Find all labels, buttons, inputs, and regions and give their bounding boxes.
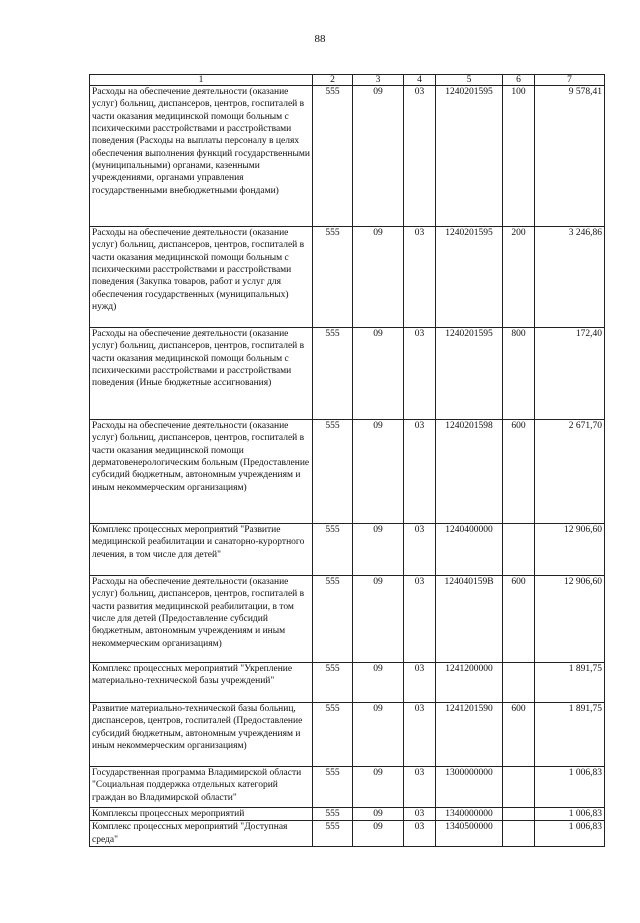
ministry-code: 555	[313, 576, 353, 663]
target-code: 1240201595	[436, 227, 503, 328]
table-row	[90, 663, 605, 703]
subsection-code: 03	[404, 821, 436, 847]
subsection-code: 03	[404, 703, 436, 767]
col-header: 1	[90, 75, 313, 86]
subsection-code: 03	[404, 663, 436, 703]
section-code: 09	[353, 524, 404, 576]
section-code: 09	[353, 821, 404, 847]
amount: 3 246,86	[535, 227, 605, 328]
subsection-code: 03	[404, 524, 436, 576]
expense-type: 800	[503, 328, 535, 420]
section-code: 09	[353, 227, 404, 328]
section-code: 09	[353, 703, 404, 767]
row-name: Комплекс процессных мероприятий "Укрепление материально-технической базы учреждений"	[90, 663, 313, 703]
section-code: 09	[353, 663, 404, 703]
expense-type	[503, 524, 535, 576]
ministry-code: 555	[313, 420, 353, 524]
amount: 1 891,75	[535, 703, 605, 767]
section-code: 09	[353, 576, 404, 663]
ministry-code: 555	[313, 86, 353, 227]
col-header: 6	[503, 75, 535, 86]
table-row	[90, 328, 605, 420]
amount: 1 006,83	[535, 821, 605, 847]
col-header: 4	[404, 75, 436, 86]
section-code: 09	[353, 86, 404, 227]
section-code: 09	[353, 767, 404, 808]
expense-type	[503, 767, 535, 808]
row-name: Расходы на обеспечение деятельности (оказание услуг) больниц, диспансеров, центров, госпиталей в части оказания медицинской помощи больным с психическими расстройствами и расстройствами поведения (Иные бюджетные ассигнования)	[90, 328, 313, 420]
row-name: Комплекс процессных мероприятий "Развитие медицинской реабилитации и санаторно-курортного лечения, в том числе для детей"	[90, 524, 313, 576]
target-code: 1240400000	[436, 524, 503, 576]
row-name: Комплекс процессных мероприятий "Доступная среда"	[90, 821, 313, 847]
row-name: Развитие материально-технической базы больниц, диспансеров, центров, госпиталей (Предоставление субсидий бюджетным, автономным учреждениям и иным некоммерческим организациям)	[90, 703, 313, 767]
target-code: 1240201598	[436, 420, 503, 524]
ministry-code: 555	[313, 703, 353, 767]
ministry-code: 555	[313, 328, 353, 420]
header-row	[90, 75, 605, 86]
subsection-code: 03	[404, 420, 436, 524]
target-code: 1300000000	[436, 767, 503, 808]
amount: 172,40	[535, 328, 605, 420]
subsection-code: 03	[404, 576, 436, 663]
section-code: 09	[353, 808, 404, 821]
expense-type: 200	[503, 227, 535, 328]
target-code: 124040159В	[436, 576, 503, 663]
subsection-code: 03	[404, 767, 436, 808]
col-header: 5	[436, 75, 503, 86]
amount: 12 906,60	[535, 576, 605, 663]
row-name: Расходы на обеспечение деятельности (оказание услуг) больниц, диспансеров, центров, госпиталей в части оказания медицинской помощи дерматовенерологическим больным (Предоставление субсидий бюджетным, автономным учреждениям и иным некоммерческим организациям)	[90, 420, 313, 524]
ministry-code: 555	[313, 821, 353, 847]
table-row	[90, 524, 605, 576]
target-code: 1241200000	[436, 663, 503, 703]
subsection-code: 03	[404, 227, 436, 328]
table-row	[90, 576, 605, 663]
expense-type: 600	[503, 420, 535, 524]
amount: 1 006,83	[535, 808, 605, 821]
amount: 2 671,70	[535, 420, 605, 524]
budget-table	[89, 74, 605, 847]
target-code: 1340000000	[436, 808, 503, 821]
expense-type: 100	[503, 86, 535, 227]
row-name: Комплексы процессных мероприятий	[90, 808, 313, 821]
ministry-code: 555	[313, 767, 353, 808]
row-name: Государственная программа Владимирской области "Социальная поддержка отдельных категорий граждан во Владимирской области"	[90, 767, 313, 808]
page-number: 88	[314, 33, 326, 45]
row-name: Расходы на обеспечение деятельности (оказание услуг) больниц, диспансеров, центров, госпиталей в части оказания медицинской помощи больным с психическими расстройствами и расстройствами поведения (Расходы на выплаты персоналу в целях обеспечения выполнения функций государственными (муниципальными) органами, казенными учреждениями, органами управления государственными внебюджетными фондами)	[90, 86, 313, 227]
ministry-code: 555	[313, 808, 353, 821]
col-header: 3	[353, 75, 404, 86]
target-code: 1340500000	[436, 821, 503, 847]
expense-type	[503, 821, 535, 847]
ministry-code: 555	[313, 227, 353, 328]
section-code: 09	[353, 328, 404, 420]
amount: 1 006,83	[535, 767, 605, 808]
table-row	[90, 227, 605, 328]
table-row	[90, 420, 605, 524]
table-row	[90, 86, 605, 227]
amount: 9 578,41	[535, 86, 605, 227]
expense-type	[503, 663, 535, 703]
target-code: 1241201590	[436, 703, 503, 767]
row-name: Расходы на обеспечение деятельности (оказание услуг) больниц, диспансеров, центров, госпиталей в части развития медицинской реабилитации, в том числе для детей (Предоставление субсидий бюджетным, автономным учреждениям и иным некоммерческим организациям)	[90, 576, 313, 663]
col-header: 2	[313, 75, 353, 86]
amount: 1 891,75	[535, 663, 605, 703]
amount: 12 906,60	[535, 524, 605, 576]
col-header: 7	[535, 75, 605, 86]
table-row	[90, 703, 605, 767]
expense-type: 600	[503, 703, 535, 767]
ministry-code: 555	[313, 524, 353, 576]
table-row	[90, 808, 605, 821]
row-name: Расходы на обеспечение деятельности (оказание услуг) больниц, диспансеров, центров, госпиталей в части оказания медицинской помощи больным с психическими расстройствами и расстройствами поведения (Закупка товаров, работ и услуг для обеспечения государственных (муниципальных) нужд)	[90, 227, 313, 328]
expense-type: 600	[503, 576, 535, 663]
subsection-code: 03	[404, 86, 436, 227]
subsection-code: 03	[404, 808, 436, 821]
subsection-code: 03	[404, 328, 436, 420]
table-row	[90, 767, 605, 808]
ministry-code: 555	[313, 663, 353, 703]
target-code: 1240201595	[436, 86, 503, 227]
expense-type	[503, 808, 535, 821]
table-row	[90, 821, 605, 847]
target-code: 1240201595	[436, 328, 503, 420]
section-code: 09	[353, 420, 404, 524]
